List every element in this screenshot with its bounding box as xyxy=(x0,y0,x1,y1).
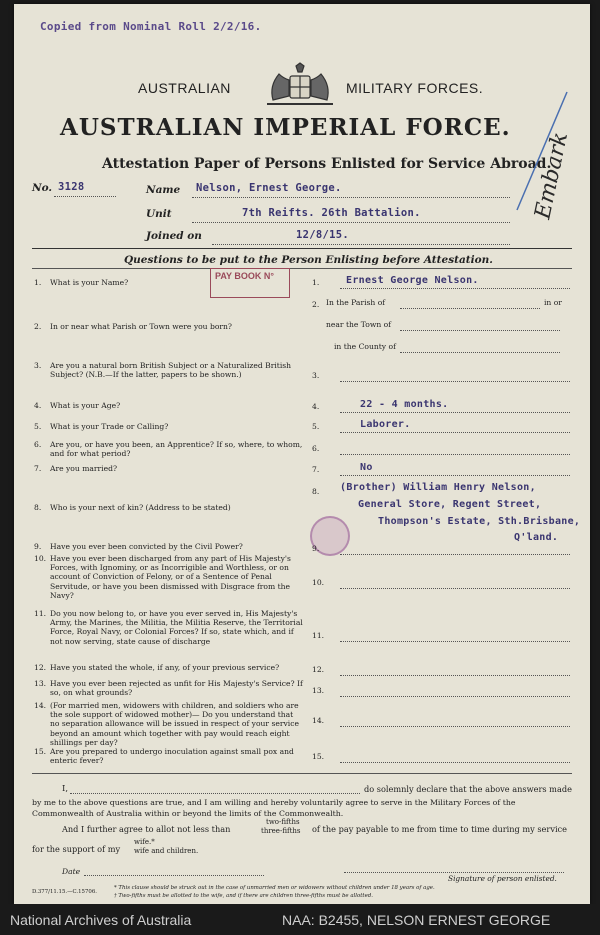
answer-number: 12. xyxy=(312,665,325,674)
next-of-kin-line-4: Q'land. xyxy=(514,532,559,543)
question-number: 7. xyxy=(34,464,42,473)
question-number: 10. xyxy=(34,554,47,563)
answer-value: 22 - 4 months. xyxy=(360,399,449,410)
question-text: Have you stated the whole, if any, of your previous service? xyxy=(50,663,280,672)
allotment-wife: wife.* xyxy=(134,838,155,846)
archive-footer xyxy=(0,904,600,935)
question-number: 11. xyxy=(34,609,47,618)
birth-county-label: in the County of xyxy=(334,342,396,351)
answer-value: No xyxy=(360,462,373,473)
name-value: Nelson, Ernest George. xyxy=(196,182,342,194)
margin-handwriting xyxy=(511,90,573,230)
answer-number: 7. xyxy=(312,465,320,474)
question-text: Have you ever been rejected as unfit for His Majesty's Service? If so, on what grounds? xyxy=(50,679,303,698)
svg-text:Embark: Embark xyxy=(530,130,573,222)
question-number: 6. xyxy=(34,440,42,449)
questions-heading: Questions to be put to the Person Enlisting before Attestation. xyxy=(124,254,493,266)
next-of-kin-line-2: General Store, Regent Street, xyxy=(358,499,542,510)
answer-number: 4. xyxy=(312,402,320,411)
next-of-kin-line-3: Thompson's Estate, Sth.Brisbane, xyxy=(378,516,581,527)
name-label: Name xyxy=(146,184,181,196)
question-text: Who is your next of kin? (Address to be stated) xyxy=(50,503,231,512)
answer-number: 9. xyxy=(312,544,320,553)
fraction-two-fifths: two-fifths xyxy=(266,818,300,826)
question-text: In or near what Parish or Town were you born? xyxy=(50,322,233,331)
pay-book-stamp: PAY BOOK N° xyxy=(210,268,290,298)
fraction-three-fifths: three-fifths xyxy=(261,827,301,835)
declaration-line-2: by me to the above questions are true, and I am willing and hereby voluntarily agree to serve in the Military Forces of the xyxy=(32,798,516,807)
question-number: 15. xyxy=(34,747,47,756)
footnote-1: * This clause should be struck out in the case of unmarried men or widowers without children under 18 years of age. xyxy=(114,885,435,891)
attestation-paper xyxy=(14,4,590,904)
question-text: Have you ever been discharged from any part of His Majesty's Forces, with Ignominy, or as Incorrigible and Worthless, or on account of Conviction of Felony, or of a Sentence of Penal Servitude, or have you been dismissed with Disgrace from the Navy? xyxy=(50,554,291,600)
birth-near-town-label: near the Town of xyxy=(326,320,392,329)
question-number: 3. xyxy=(34,361,42,370)
birth-in-or-label: in or xyxy=(544,298,562,307)
date-label: Date xyxy=(62,867,81,876)
question-number: 2. xyxy=(34,322,42,331)
answer-number: 10. xyxy=(312,578,325,587)
unit-label: Unit xyxy=(146,208,172,220)
declaration-line-4b: of the pay payable to me from time to time during my service xyxy=(312,824,567,834)
question-text: Are you prepared to undergo inoculation against small pox and enteric fever? xyxy=(50,747,294,766)
question-text: Are you married? xyxy=(50,464,118,473)
answer-number: 1. xyxy=(312,278,320,287)
page-title: AUSTRALIAN IMPERIAL FORCE. xyxy=(60,114,511,141)
answer-number: 8. xyxy=(312,487,320,496)
number-value: 3128 xyxy=(58,181,85,193)
question-text: Do you now belong to, or have you ever served in, His Majesty's Army, the Marines, the Militia, the Militia Reserve, the Territorial Force, Royal Navy, or Colonial Forces? If so, state which, and if not now serving, state cause of discharge xyxy=(50,609,303,646)
next-of-kin-line-1: (Brother) William Henry Nelson, xyxy=(340,482,536,493)
question-number: 5. xyxy=(34,422,42,431)
signature-label: Signature of person enlisted. xyxy=(448,874,557,883)
allotment-wife-and-children: wife and children. xyxy=(134,847,199,855)
answer-number: 5. xyxy=(312,422,320,431)
question-number: 14. xyxy=(34,701,47,710)
military-forces-label: MILITARY FORCES. xyxy=(346,80,484,96)
question-number: 9. xyxy=(34,542,42,551)
question-number: 12. xyxy=(34,663,47,672)
footer-archive-name: National Archives of Australia xyxy=(10,912,192,928)
declaration-line-5a: for the support of my xyxy=(32,844,121,854)
question-text: What is your Trade or Calling? xyxy=(50,422,169,431)
answer-number: 11. xyxy=(312,631,325,640)
answer-number: 2. xyxy=(312,300,320,309)
page-subtitle: Attestation Paper of Persons Enlisted for Service Abroad. xyxy=(102,156,552,172)
declaration-line-4a: And I further agree to allot not less than xyxy=(62,824,231,834)
question-number: 1. xyxy=(34,278,42,287)
question-number: 13. xyxy=(34,679,47,688)
question-text: What is your Name? xyxy=(50,278,129,287)
question-text: (For married men, widowers with children, and soldiers who are the sole support of widowed mother)— Do you understand that no separation allowance will be issued in respect of your service beyond an amount which together with pay would reach eight shillings per day? xyxy=(50,701,299,747)
unit-value: 7th Reifts. 26th Battalion. xyxy=(242,207,421,219)
question-number: 8. xyxy=(34,503,42,512)
footnote-2: † Two-fifths must be allotted to the wife, and if there are children three-fifths must be allotted. xyxy=(114,893,373,899)
birth-parish-label: In the Parish of xyxy=(326,298,386,307)
question-text: Have you ever been convicted by the Civil Power? xyxy=(50,542,243,551)
copied-note: Copied from Nominal Roll 2/2/16. xyxy=(40,20,262,33)
declaration-i: I, xyxy=(62,784,69,794)
answer-number: 6. xyxy=(312,444,320,453)
answer-value: Laborer. xyxy=(360,419,411,430)
question-number: 4. xyxy=(34,401,42,410)
declaration-line-1: do solemnly declare that the above answers made xyxy=(364,784,572,794)
answer-number: 14. xyxy=(312,716,325,725)
coat-of-arms-icon xyxy=(263,62,337,110)
declaration-line-3: Commonwealth of Australia within or beyond the limits of the Commonwealth. xyxy=(32,809,344,818)
answer-number: 13. xyxy=(312,686,325,695)
answer-number: 15. xyxy=(312,752,325,761)
question-text: Are you a natural born British Subject or a Naturalized British Subject? (N.B.—If the latter, papers to be shown.) xyxy=(50,361,292,380)
number-label: No. xyxy=(32,182,53,194)
question-text: Are you, or have you been, an Apprentice? If so, where, to whom, and for what period? xyxy=(50,440,303,459)
answer-value: Ernest George Nelson. xyxy=(346,275,479,286)
footer-record-id: NAA: B2455, NELSON ERNEST GEORGE xyxy=(282,912,551,928)
australian-label: AUSTRALIAN xyxy=(138,80,231,96)
question-text: What is your Age? xyxy=(50,401,121,410)
joined-value: 12/8/15. xyxy=(296,229,349,241)
answer-number: 3. xyxy=(312,371,320,380)
print-code: D.377/11.15.—C.15706. xyxy=(32,889,97,895)
joined-label: Joined on xyxy=(146,230,202,242)
